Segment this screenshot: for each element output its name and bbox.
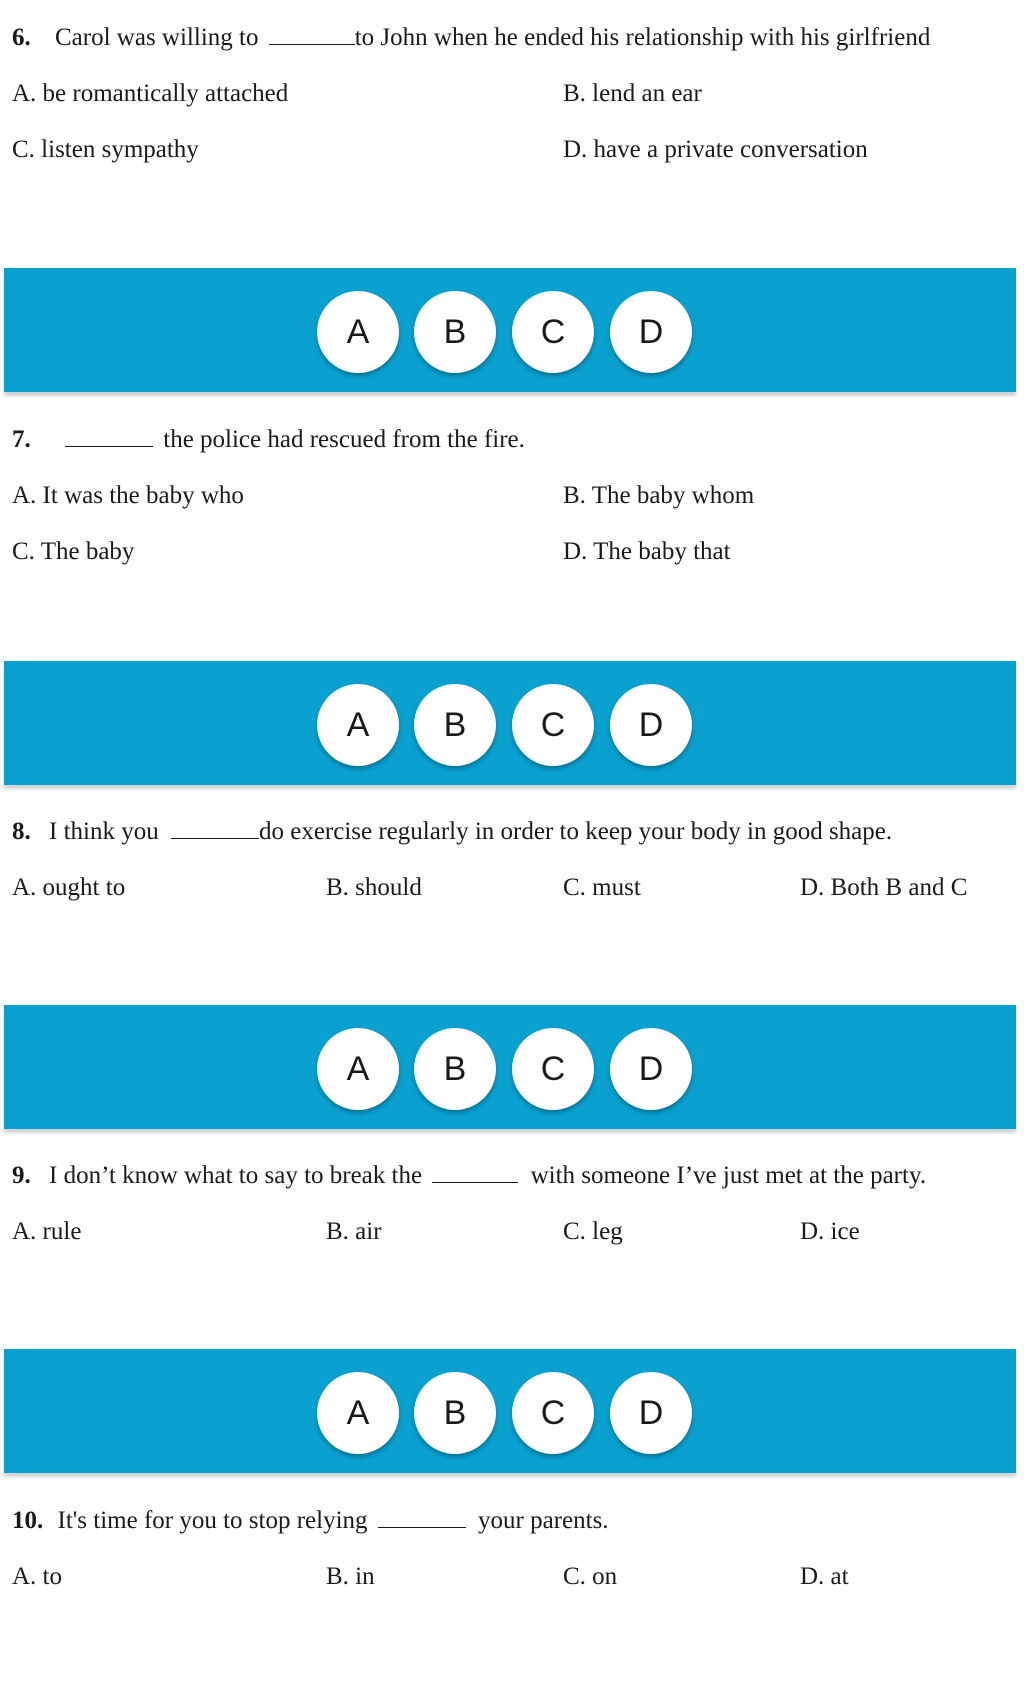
answer-button-c[interactable]: C <box>512 684 594 766</box>
option-a: A. to <box>12 1563 62 1590</box>
question-text-before: Carol was willing to <box>55 24 259 51</box>
answer-blank <box>269 43 355 45</box>
answer-button-b[interactable]: B <box>414 291 496 373</box>
answer-button-b[interactable]: B <box>414 1028 496 1110</box>
option-a: A. be romantically attached <box>12 80 289 107</box>
answer-button-d[interactable]: D <box>610 1028 692 1110</box>
question-number: 6. <box>12 24 31 51</box>
answer-bar-q7 <box>4 661 1016 785</box>
option-a: A. rule <box>12 1218 82 1245</box>
answer-button-c[interactable]: C <box>512 1372 594 1454</box>
option-d: D. ice <box>800 1218 860 1245</box>
option-c: C. leg <box>563 1218 623 1245</box>
option-d: D. Both B and C <box>800 874 968 901</box>
answer-blank <box>378 1526 466 1528</box>
answer-button-c[interactable]: C <box>512 1028 594 1110</box>
question-number: 9. <box>12 1162 31 1189</box>
answer-bar-q8 <box>4 1005 1016 1129</box>
answer-button-d[interactable]: D <box>610 291 692 373</box>
answer-button-a[interactable]: A <box>317 1028 399 1110</box>
question-text-after: do exercise regularly in order to keep your body in good shape. <box>258 818 893 845</box>
option-c: C. must <box>563 874 641 901</box>
answer-button-c[interactable]: C <box>512 291 594 373</box>
option-d: D. at <box>800 1563 849 1590</box>
question-text-before: I think you <box>49 818 159 845</box>
option-b: B. The baby whom <box>563 482 755 509</box>
question-text-before: It's time for you to stop relying <box>57 1507 368 1534</box>
option-a: A. ought to <box>12 874 126 901</box>
answer-blank <box>171 837 259 839</box>
question-number: 10. <box>12 1507 44 1534</box>
question-stem <box>12 25 930 50</box>
question-text-before: I don’t know what to say to break the <box>49 1162 423 1189</box>
option-d: D. The baby that <box>563 538 731 565</box>
question-text-after: the police had rescued from the fire. <box>163 426 525 453</box>
answer-button-d[interactable]: D <box>610 1372 692 1454</box>
question-text-after: your parents. <box>478 1507 609 1534</box>
answer-bar-q6 <box>4 268 1016 392</box>
option-b: B. air <box>326 1218 382 1245</box>
option-b: B. should <box>326 874 422 901</box>
answer-button-a[interactable]: A <box>317 684 399 766</box>
option-a: A. It was the baby who <box>12 482 244 509</box>
question-number: 7. <box>12 426 31 453</box>
answer-button-d[interactable]: D <box>610 684 692 766</box>
question-text-after: with someone I’ve just met at the party. <box>530 1162 927 1189</box>
answer-button-a[interactable]: A <box>317 291 399 373</box>
option-c: C. listen sympathy <box>12 136 199 163</box>
question-stem <box>12 427 525 452</box>
answer-blank <box>65 445 153 447</box>
question-text-after: to John when he ended his relationship with his girlfriend <box>354 24 931 51</box>
question-stem <box>12 1508 609 1533</box>
answer-button-b[interactable]: B <box>414 1372 496 1454</box>
answer-button-b[interactable]: B <box>414 684 496 766</box>
answer-button-a[interactable]: A <box>317 1372 399 1454</box>
option-c: C. The baby <box>12 538 135 565</box>
option-b: B. lend an ear <box>563 80 702 107</box>
question-stem <box>12 1163 926 1188</box>
option-c: C. on <box>563 1563 618 1590</box>
option-d: D. have a private conversation <box>563 136 868 163</box>
answer-blank <box>432 1181 518 1183</box>
answer-bar-q9 <box>4 1349 1016 1473</box>
question-stem <box>12 819 892 844</box>
question-number: 8. <box>12 818 31 845</box>
option-b: B. in <box>326 1563 375 1590</box>
